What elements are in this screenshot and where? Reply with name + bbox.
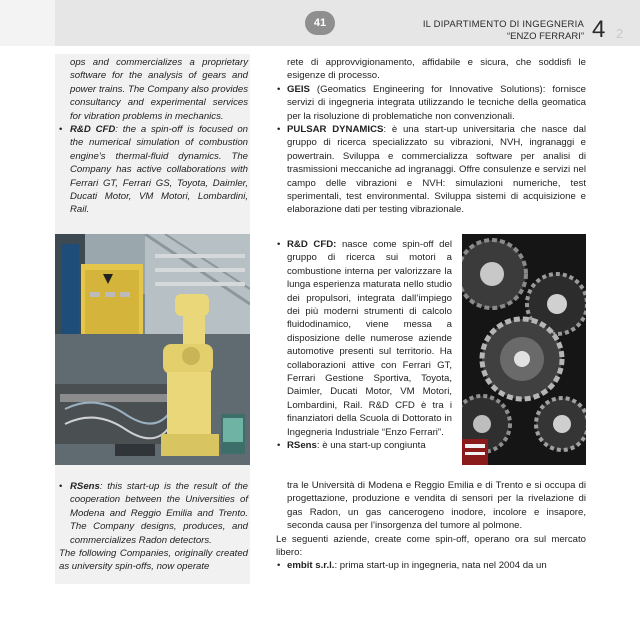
right-text-top: [276, 56, 586, 217]
geis-text: (Geomatics Engineering for Innovative Solutions): fornisce servizi di ingegneria integrata utilizzando le tecniche della geomatica per la risoluzione di problematiche non convenzionali.: [287, 83, 586, 122]
pulsar-text: : è una start-up universitaria che nasce dal gruppo di ricerca specializzato su vibrazioni, NVH, ingranaggi e powertrain. Sviluppa e commercializza software per analisi di trasmissioni meccaniche ad ingranaggi. Offre consulenze e servizi nel campo delle vibrazioni e NVH: simulazioni numeriche, test sperimentali, test environmental. Sviluppa sistemi di acquisizione e elaborazione dati per testing vibrazionale.: [287, 124, 586, 216]
left-text-top: [55, 56, 250, 217]
left-rd-cfd-text: : the a spin-off is focused on the numerical simulation of combustion engine’s thermal-fluid dynamics. The Company has active collaborations with Ferrari GT, Ferrari GS, Toyota, Daimler, Ducati Motor, VM Motori, Lombardini, Rail.: [70, 124, 248, 216]
embit-name: embit s.r.l.: [287, 560, 335, 572]
left-rsens-name: RSens: [70, 481, 100, 492]
left-text-bottom: [55, 480, 250, 574]
department-title: IL DIPARTIMENTO DI INGEGNERIA: [422, 19, 584, 30]
rsens-text-wide: tra le Università di Modena e Reggio Emilia e di Trento e si occupa di progettazione, produzione e vendita di sensori per la rivelazione di gas Radon, un gas cancerogeno inodore, incolore e insapore, seconda causa per l’insorgenza del tumore al polmone.: [287, 480, 586, 532]
rsens-name: RSens: [287, 440, 317, 452]
left-following-paragraph: The following Companies, originally created as university spin-offs, now operate: [59, 548, 248, 573]
department-subtitle: “ENZO FERRARI”: [506, 31, 584, 42]
right-text-bottom: [276, 479, 586, 573]
right-bullet-geis: [276, 83, 586, 123]
right-text-narrow: [276, 238, 452, 453]
rdcfd-text: nasce come spin-off del gruppo di ricerca sui motori a combustione interna per valorizzare la lunga esperienza maturata nello studio dei propulsori, integrata dall’impiego dei più moderni strumenti di calcolo fluidodinamico, viene messa a disposizione delle numerose aziende automotive presenti sul territorio. Ha collaborazioni attive con Ferrari GT, Ferrari Gestione Sportiva, Toyota, Daimler, Ducati Motor, VM Motori, Lombardini, Rail. R&D CFD è tra i finanziatori della Scuola di Dottorato in Ingegneria Industriale “Enzo Ferrari”.: [287, 239, 452, 438]
right-bullet-rsens: [276, 439, 452, 452]
pulsar-name: PULSAR DYNAMICS: [287, 124, 384, 136]
chapter-subnumber: 2: [616, 26, 624, 41]
embit-text: : prima start-up in ingegneria, nata nel 2004 da un: [334, 560, 547, 572]
geis-name: GEIS: [287, 83, 310, 95]
right-following-paragraph: Le seguenti aziende, create come spin-off, operano ora sul mercato libero:: [276, 533, 586, 559]
gears-photo: [462, 234, 586, 465]
left-rd-cfd-name: R&D CFD: [70, 124, 116, 136]
right-bullet-pulsar: [276, 123, 586, 217]
right-bullet-rdcfd: [276, 238, 452, 439]
chapter-number: 4: [592, 16, 606, 43]
rsens-text-narrow: : è una start-up congiunta: [316, 440, 426, 452]
header-left-strip: [0, 0, 55, 46]
left-rsens-text: : this start-up is the result of the cooperation between the Universities of Modena and Reggio Emilia and Trento. The Company designs, produces, and commercializes Radon detectors.: [70, 481, 248, 546]
right-bullet-embit: [276, 559, 586, 572]
left-bullet-rd-cfd: [59, 123, 248, 217]
left-paragraph-1: ops and commercializes a proprietary software for the analysis of gears and power trains. The Company also provides consultancy and experimental services for vibration problems in mechanics.: [70, 57, 248, 122]
right-intro-paragraph: rete di approvvigionamento, affidabile e sicura, che soddisfi le esigenze di processo.: [287, 57, 586, 82]
robot-lab-photo: [55, 234, 250, 465]
rdcfd-name: R&D CFD:: [287, 239, 337, 250]
page-number-badge: 41: [305, 11, 335, 35]
left-bullet-rsens: [59, 480, 248, 547]
